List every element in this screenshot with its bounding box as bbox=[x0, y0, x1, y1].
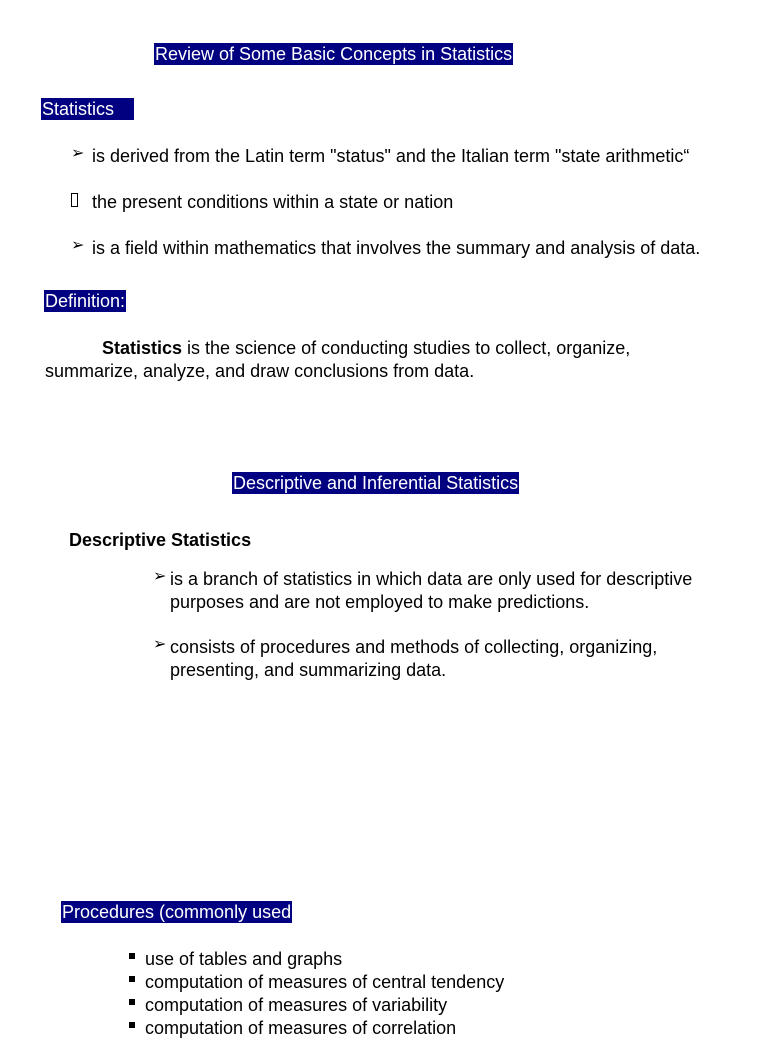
procedure-item: use of tables and graphs bbox=[145, 949, 343, 969]
procedure-item: computation of measures of correlation bbox=[145, 1018, 457, 1038]
definition-heading bbox=[44, 290, 126, 312]
descriptive-bullet-1-line-2: purposes and are not employed to make predictions. bbox=[170, 592, 590, 612]
descriptive-bullet-2-line-2: presenting, and summarizing data. bbox=[170, 660, 447, 680]
page-title-text: Review of Some Basic Concepts in Statistics bbox=[155, 44, 513, 64]
arrow-bullet-icon: ➢ bbox=[71, 237, 85, 254]
section-title bbox=[232, 472, 519, 494]
definition-line-1 bbox=[102, 337, 630, 359]
statistics-heading-text: Statistics bbox=[41, 98, 134, 120]
statistics-bullet-3: is a field within mathematics that involves the summary and analysis of data. bbox=[92, 238, 701, 258]
definition-heading-text: Definition: bbox=[45, 291, 126, 311]
definition-text-1: is the science of conducting studies to collect, organize, bbox=[182, 338, 631, 358]
missing-glyph-bullet-icon bbox=[71, 193, 78, 207]
arrow-bullet-icon: ➢ bbox=[71, 145, 85, 162]
square-bullet-icon bbox=[129, 976, 135, 982]
square-bullet-icon bbox=[129, 999, 135, 1005]
procedure-item: computation of measures of central tendency bbox=[145, 972, 505, 992]
procedures-heading-text: Procedures (commonly used bbox=[62, 902, 292, 922]
procedure-item: computation of measures of variability bbox=[145, 995, 448, 1015]
statistics-heading bbox=[41, 98, 134, 120]
procedures-heading bbox=[61, 901, 292, 923]
arrow-bullet-icon: ➢ bbox=[153, 636, 167, 653]
page-title bbox=[154, 43, 513, 65]
definition-line-2: summarize, analyze, and draw conclusions from data. bbox=[45, 361, 475, 381]
square-bullet-icon bbox=[129, 953, 135, 959]
square-bullet-icon bbox=[129, 1022, 135, 1028]
section-title-text: Descriptive and Inferential Statistics bbox=[233, 473, 519, 493]
descriptive-heading: Descriptive Statistics bbox=[69, 530, 252, 550]
definition-term: Statistics bbox=[102, 338, 183, 358]
descriptive-bullet-1-line-1: is a branch of statistics in which data are only used for descriptive bbox=[170, 569, 693, 589]
statistics-bullet-2: the present conditions within a state or nation bbox=[92, 192, 454, 212]
descriptive-bullet-2-line-1: consists of procedures and methods of collecting, organizing, bbox=[170, 637, 658, 657]
statistics-bullet-1: is derived from the Latin term "status" and the Italian term "state arithmetic“ bbox=[92, 146, 690, 166]
arrow-bullet-icon: ➢ bbox=[153, 568, 167, 585]
